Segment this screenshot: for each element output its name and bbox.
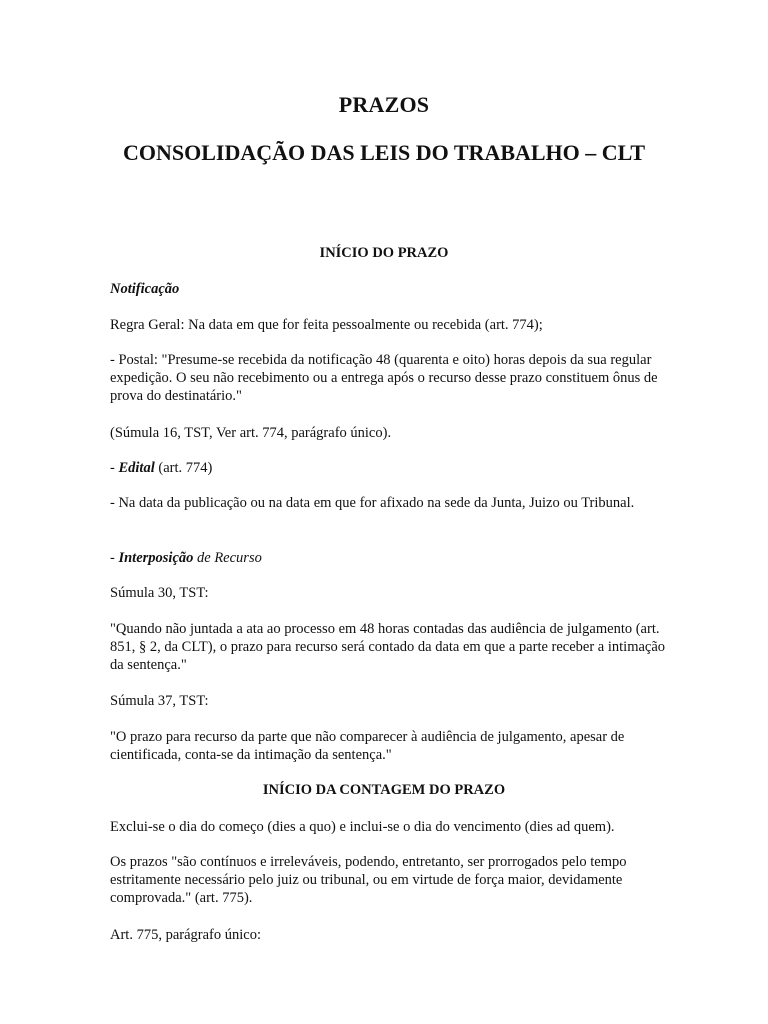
regra-geral-paragraph: Regra Geral: Na data em que for feita pessoalmente ou recebida (art. 774);	[110, 317, 543, 333]
sumula-37-heading: Súmula 37, TST:	[110, 693, 209, 709]
edital-label: Edital	[118, 460, 155, 476]
edital-ref: (art. 774)	[154, 460, 213, 476]
sumula-16-paragraph: (Súmula 16, TST, Ver art. 774, parágrafo único).	[110, 425, 392, 441]
sumula-30-heading: Súmula 30, TST:	[110, 585, 209, 601]
section-heading-inicio-prazo: INÍCIO DO PRAZO	[319, 245, 449, 261]
art-775-heading: Art. 775, parágrafo único:	[110, 927, 261, 943]
document-subtitle: CONSOLIDAÇÃO DAS LEIS DO TRABALHO – CLT	[122, 140, 646, 165]
edital-prefix: -	[110, 460, 119, 476]
notificacao-heading: Notificação	[110, 281, 180, 297]
section-heading-contagem-prazo: INÍCIO DA CONTAGEM DO PRAZO	[262, 782, 506, 798]
prazos-paragraph: Os prazos "são contínuos e irreleváveis, podendo, entretanto, ser prorrogados pelo tempo estritamente necessário pelo juiz ou tribunal, ou em virtude de força maior, devidamente comprovada." (art. 775).	[110, 854, 627, 906]
interposicao-rest: de Recurso	[193, 550, 262, 566]
exclui-paragraph: Exclui-se o dia do começo (dies a quo) e inclui-se o dia do vencimento (dies ad quem).	[110, 819, 615, 835]
sumula-30-paragraph: "Quando não juntada a ata ao processo em 48 horas contadas das audiência de julgamento (art. 851, § 2, da CLT), o prazo para recurso será contado da data em que a parte receber a intimação da sentença."	[110, 621, 666, 673]
edital-line	[110, 459, 670, 477]
edital-paragraph: - Na data da publicação ou na data em que for afixado na sede da Junta, Juizo ou Tribunal.	[110, 495, 635, 511]
interposicao-label: Interposição	[118, 550, 194, 566]
interposicao-prefix: -	[110, 550, 119, 566]
postal-paragraph: - Postal: "Presume-se recebida da notificação 48 (quarenta e oito) horas depois da sua regular expedição. O seu não recebimento ou a entrega após o recurso desse prazo constituem ônus de prova do destinatário."	[110, 352, 658, 404]
interposicao-line	[110, 549, 670, 567]
document-title: PRAZOS	[338, 92, 430, 117]
sumula-37-paragraph: "O prazo para recurso da parte que não comparecer à audiência de julgamento, apesar de cientificada, conta-se da intimação da sentença."	[110, 729, 625, 763]
